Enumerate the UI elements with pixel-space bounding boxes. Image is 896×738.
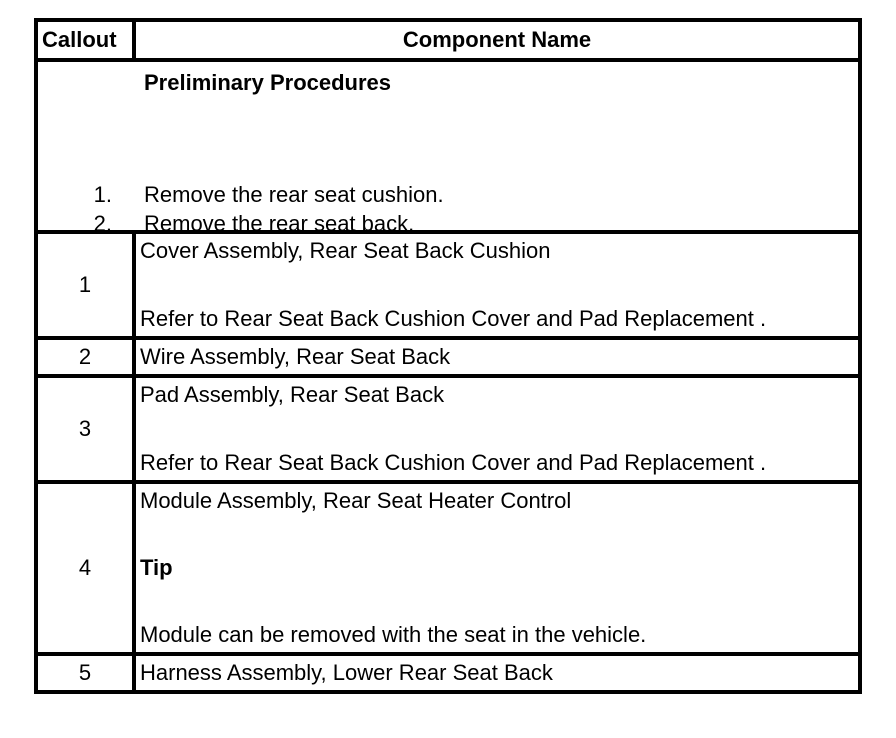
component-name: Harness Assembly, Lower Rear Seat Back [134,654,860,692]
component-name: Pad Assembly, Rear Seat Back [140,382,445,407]
component-cell [134,232,860,338]
component-cell [134,376,860,482]
component-name: Cover Assembly, Rear Seat Back Cushion [140,238,551,263]
callout-number: 4 [36,482,134,654]
preliminary-procedures-cell [36,60,860,236]
step-number: 2. [93,211,112,236]
component-table-container [34,18,858,694]
step-text: Remove the rear seat back. [144,211,415,236]
table-row [36,232,860,338]
tip-text: Module can be removed with the seat in the vehicle. [140,622,647,647]
step-number: 1. [93,182,112,207]
component-name-column-header: Component Name [134,20,860,60]
component-cell [134,482,860,654]
callout-number: 5 [36,654,134,692]
tip-label: Tip [140,555,173,580]
table-row [36,482,860,654]
component-name: Wire Assembly, Rear Seat Back [134,338,860,376]
table-header-row [36,20,860,60]
callout-number: 3 [36,376,134,482]
component-note: Refer to Rear Seat Back Cushion Cover and Pad Replacement . [140,450,767,475]
preliminary-procedures-title: Preliminary Procedures [144,70,392,95]
callout-column-header: Callout [36,20,134,60]
component-table [34,18,862,694]
component-note: Refer to Rear Seat Back Cushion Cover and Pad Replacement . [140,306,767,331]
callout-number: 2 [36,338,134,376]
component-name: Module Assembly, Rear Seat Heater Control [140,488,572,513]
table-row [36,654,860,692]
callout-number: 1 [36,232,134,338]
preliminary-row [36,60,860,232]
table-row [36,338,860,376]
table-row [36,376,860,482]
step-text: Remove the rear seat cushion. [144,182,444,207]
